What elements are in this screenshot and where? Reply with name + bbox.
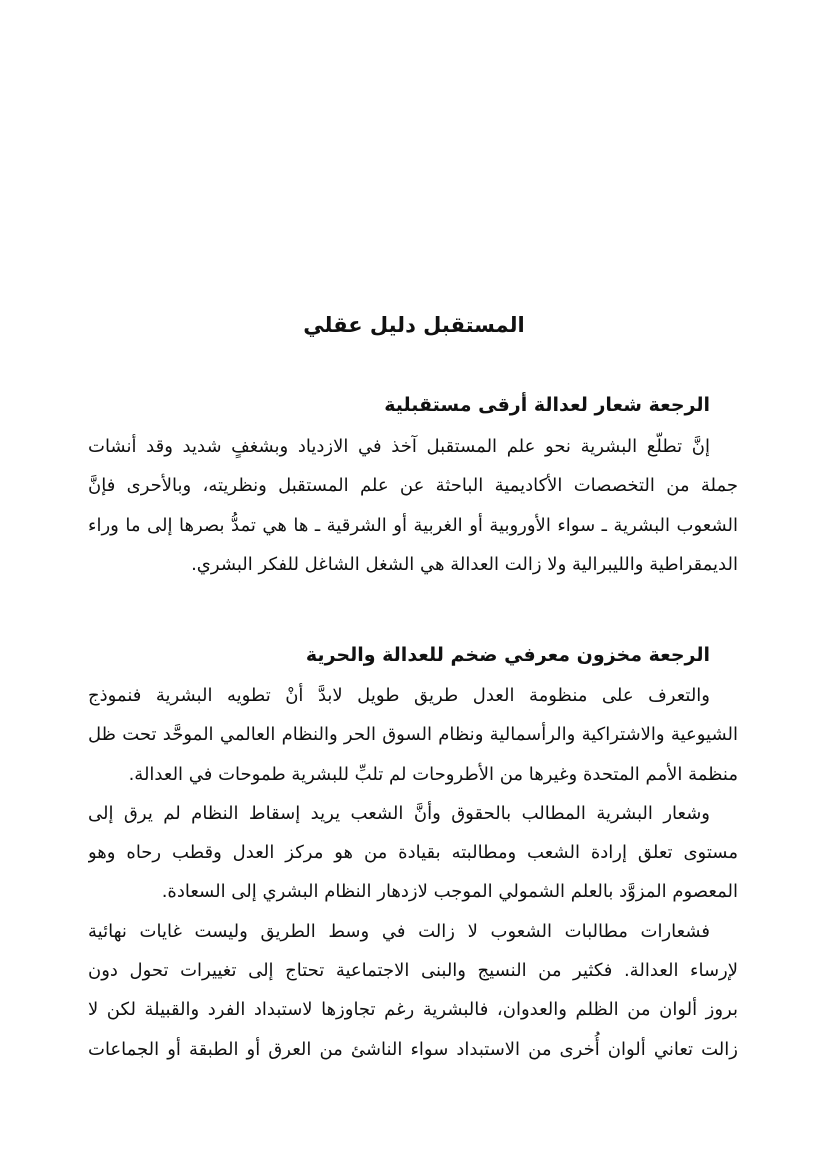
paragraph [88,912,738,1069]
text-line: الشعوب البشرية ـ سواء الأوروبية أو الغربية أو الشرقية ـ ها هي تمدُّ بصرها إلى ما وراء [88,514,738,536]
text-line: المعصوم المزوَّد بالعلم الشمولي الموجب لازدهار النظام البشري إلى السعادة. [161,881,738,903]
text-line: وشعار البشرية المطالب بالحقوق وأنَّ الشعب يريد إسقاط النظام لم يرق إلى [88,802,710,824]
text-line: زالت تعاني ألوان أُخرى من الاستبداد سواء الناشئ من العرق أو الطبقة أو الجماعات [88,1038,738,1060]
section-1-body [88,427,738,584]
section-heading-1: الرجعة شعار لعدالة أرقى مستقبلية [384,394,710,416]
text-line: الشيوعية والاشتراكية والرأسمالية ونظام السوق الحر والنظام العالمي الموحَّد تحت ظل [88,724,738,746]
text-line: الديمقراطية والليبرالية ولا زالت العدالة هي الشغل الشاغل للفكر البشري. [191,553,738,575]
text-line: لإرساء العدالة. فكثير من النسيج والبنى الاجتماعية تحتاج إلى تغييرات تحول دون [88,960,738,982]
page-title: المستقبل دليل عقلي [303,313,525,337]
paragraph [88,676,738,794]
section-heading-2: الرجعة مخزون معرفي ضخم للعدالة والحرية [305,644,710,666]
paragraph [88,427,738,584]
text-line: جملة من التخصصات الأكاديمية الباحثة عن علم المستقبل ونظريته، وبالأحرى فإنَّ [88,475,738,497]
text-line: منظمة الأمم المتحدة وغيرها من الأطروحات لم تلبِّ للبشرية طموحات في العدالة. [128,763,738,785]
section-2-body [88,676,738,1069]
text-line: إنَّ تطلّع البشرية نحو علم المستقبل آخذ في الازدياد وبشغفٍ شديد وقد أنشات [88,436,710,457]
text-line: مستوى تعلق إرادة الشعب ومطالبته بقيادة من هو مركز العدل وقطب رحاه وهو [88,842,738,864]
text-line: والتعرف على منظومة العدل طريق طويل لابدَّ أنْ تطويه البشرية فنموذج [88,685,710,706]
text-line: فشعارات مطالبات الشعوب لا زالت في وسط الطريق وليست غايات نهائية [88,920,710,942]
text-line: بروز ألوان من الظلم والعدوان، فالبشرية رغم تجاوزها لاستبداد الفرد والقبيلة لكن لا [88,999,738,1021]
paragraph [88,794,738,912]
